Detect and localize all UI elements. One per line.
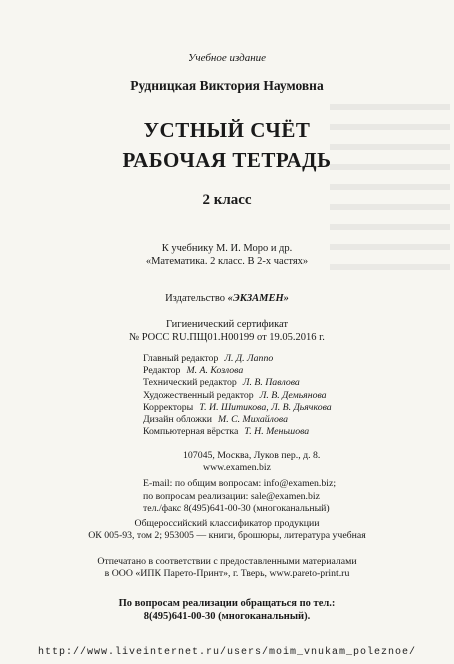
- credit-row: [143, 377, 332, 389]
- textbook-ref-line1: К учебнику М. И. Моро и др.: [161, 243, 293, 254]
- credit-role: Главный редактор: [143, 353, 219, 364]
- email-general: E-mail: по общим вопросам: info@examen.biz;: [143, 478, 337, 490]
- publisher-line: [0, 292, 454, 305]
- credit-row: [143, 402, 332, 414]
- textbook-ref-line2: «Математика. 2 класс. В 2-х частях»: [145, 256, 309, 267]
- website: www.examen.biz: [203, 462, 271, 474]
- credit-row: [143, 365, 332, 377]
- email-sales: по вопросам реализации: sale@examen.biz: [143, 490, 320, 502]
- credit-name: Л. В. Павлова: [242, 377, 300, 389]
- address: 107045, Москва, Луков пер., д. 8.: [183, 450, 321, 461]
- book-title-line1: УСТНЫЙ СЧЁТ: [143, 118, 311, 142]
- credit-role: Корректоры: [143, 401, 194, 413]
- sales-line2: 8(495)641-00-30 (многоканальный).: [143, 611, 311, 622]
- credit-name: Т. И. Шитикова, Л. В. Дьячкова: [199, 401, 332, 413]
- credits-list: [143, 353, 332, 438]
- credit-row: [143, 390, 332, 402]
- credit-name: Т. Н. Меньшова: [244, 426, 310, 438]
- contacts-block: [143, 450, 336, 515]
- certificate-line1: Гигиенический сертификат: [165, 319, 289, 330]
- grade-label: 2 класс: [202, 192, 252, 208]
- sales-line1: По вопросам реализации обращаться по тел.:: [118, 598, 336, 609]
- phone: тел./факс 8(495)641-00-30 (многоканальный): [143, 502, 330, 514]
- classifier-line1: Общероссийский классификатор продукции: [134, 518, 320, 529]
- credit-row: [143, 426, 332, 438]
- edition-label: Учебное издание: [187, 52, 267, 64]
- certificate-line2: № РОСС RU.ПЩ01.Н00199 от 19.05.2016 г.: [129, 332, 325, 343]
- credit-role: Компьютерная вёрстка: [143, 426, 239, 438]
- credit-name: М. А. Козлова: [186, 365, 244, 377]
- credit-row: [143, 414, 332, 426]
- credit-role: Художественный редактор: [143, 389, 254, 401]
- classifier-line2: ОК 005-93, том 2; 953005 — книги, брошюры, литература учебная: [88, 530, 366, 541]
- printed-line1: Отпечатано в соответствии с предоставленными материалами: [97, 556, 357, 567]
- credit-name: Л. В. Демьянова: [259, 389, 327, 401]
- credit-role: Редактор: [143, 365, 181, 377]
- source-watermark-url: http://www.liveinternet.ru/users/moim_vnukam_poleznoe/: [37, 647, 417, 658]
- credit-role: Дизайн обложки: [143, 414, 213, 426]
- printed-line2: в ООО «ИПК Парето-Принт», г. Тверь, www.pareto-print.ru: [104, 568, 350, 579]
- publisher-prefix: Издательство: [165, 293, 225, 304]
- author-name: Рудницкая Виктория Наумовна: [130, 78, 324, 93]
- credit-row: [143, 353, 332, 365]
- credit-role: Технический редактор: [143, 377, 237, 389]
- book-title-line2: РАБОЧАЯ ТЕТРАДЬ: [122, 148, 332, 172]
- publisher-name: «ЭКЗАМЕН»: [227, 293, 289, 304]
- credit-name: М. С. Михайлова: [218, 414, 288, 426]
- credit-name: Л. Д. Лаппо: [224, 353, 274, 364]
